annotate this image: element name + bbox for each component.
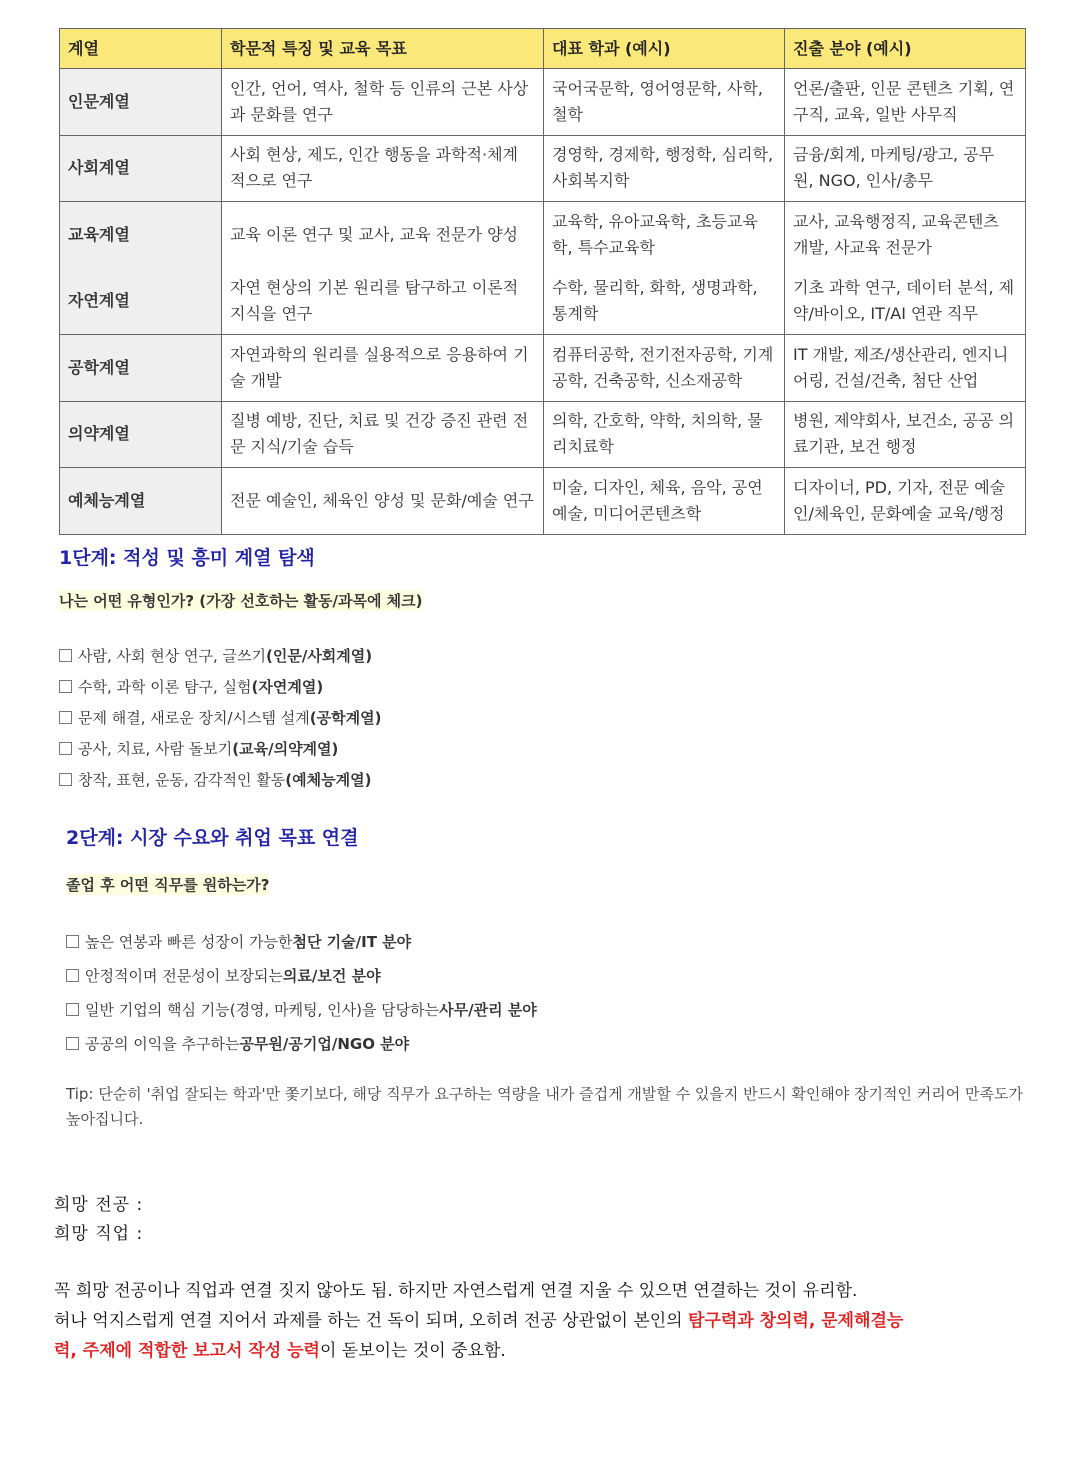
highlight-text: 탐구력과 창의력, 문제해결능: [688, 1311, 904, 1331]
department-cell: 의학, 간호학, 약학, 치의학, 물 리치료학: [544, 401, 785, 468]
tip-text: Tip: 단순히 '취업 잘되는 학과'만 쫓기보다, 해당 직무가 요구하는 역량을 내가 즐겁게 개발할 수 있을지 반드시 확인해야 장기적인 커리어 만족도가 높아집니다.: [66, 1085, 1023, 1128]
list-item: 안정적이며 전문성이 보장되는 의료/보건 분야: [66, 958, 537, 992]
header-feature: 학문적 특징 및 교육 목표: [222, 29, 544, 69]
career-cell: 병원, 제약회사, 보건소, 공공 의 료기관, 보건 행정: [785, 401, 1026, 468]
category-cell: 교육계열: [60, 202, 222, 269]
header-category: 계열: [60, 29, 222, 69]
checkbox[interactable]: [66, 1037, 79, 1050]
note-line: 꼭 희망 전공이나 직업과 연결 짓지 않아도 됨. 하지만 자연스럽게 연결 지울 수 있으면 연결하는 것이 유리함.: [54, 1281, 858, 1301]
checkbox[interactable]: [59, 649, 72, 662]
feature-cell: 교육 이론 연구 및 교사, 교육 전문가 양성: [222, 202, 544, 269]
category-cell: 공학계열: [60, 335, 222, 402]
step2-subtitle: 졸업 후 어떤 직무를 원하는가?: [66, 876, 270, 894]
header-career: 진출 분야 (예시): [785, 29, 1026, 69]
career-cell: 금융/회계, 마케팅/광고, 공무 원, NGO, 인사/총무: [785, 135, 1026, 202]
table-row: [60, 335, 1026, 402]
checkbox[interactable]: [66, 935, 79, 948]
wish-job-label: 희망 직업 :: [54, 1224, 144, 1244]
department-cell: 미술, 디자인, 체육, 음악, 공연 예술, 미디어콘텐츠학: [544, 468, 785, 535]
list-item: 문제 해결, 새로운 장치/시스템 설계 (공학계열): [59, 702, 381, 733]
step1-title: 1단계: 적성 및 흥미 계열 탐색: [59, 547, 315, 569]
feature-cell: 질병 예방, 진단, 치료 및 건강 증진 관련 전 문 지식/기술 습득: [222, 401, 544, 468]
department-cell: 수학, 물리학, 화학, 생명과학, 통계학: [544, 268, 785, 335]
feature-cell: 사회 현상, 제도, 인간 행동을 과학적·체계 적으로 연구: [222, 135, 544, 202]
checkbox[interactable]: [59, 742, 72, 755]
table-row: [60, 468, 1026, 535]
table-row: [60, 268, 1026, 335]
category-cell: 의약계열: [60, 401, 222, 468]
career-cell: 교사, 교육행정직, 교육콘텐츠 개발, 사교육 전문가: [785, 202, 1026, 269]
note-line: 허나 억지스럽게 연결 지어서 과제를 하는 건 독이 되며, 오히려 전공 상관없이 본인의 탐구력과 창의력, 문제해결능: [54, 1311, 904, 1331]
category-cell: 사회계열: [60, 135, 222, 202]
step1-subtitle: 나는 어떤 유형인가? (가장 선호하는 활동/과목에 체크): [59, 592, 423, 610]
department-cell: 교육학, 유아교육학, 초등교육 학, 특수교육학: [544, 202, 785, 269]
list-item: 공공의 이익을 추구하는 공무원/공기업/NGO 분야: [66, 1026, 537, 1060]
feature-cell: 인간, 언어, 역사, 철학 등 인류의 근본 사상 과 문화를 연구: [222, 69, 544, 136]
step2-checklist: [66, 924, 537, 1060]
checkbox[interactable]: [59, 711, 72, 724]
table-row: [60, 135, 1026, 202]
note-line: 력, 주제에 적합한 보고서 작성 능력이 돋보이는 것이 중요함.: [54, 1341, 506, 1361]
list-item: 창작, 표현, 운동, 감각적인 활동 (예체능계열): [59, 764, 381, 795]
feature-cell: 자연과학의 원리를 실용적으로 응용하여 기 술 개발: [222, 335, 544, 402]
department-cell: 컴퓨터공학, 전기전자공학, 기계 공학, 건축공학, 신소재공학: [544, 335, 785, 402]
header-department: 대표 학과 (예시): [544, 29, 785, 69]
list-item: 수학, 과학 이론 탐구, 실험 (자연계열): [59, 671, 381, 702]
feature-cell: 자연 현상의 기본 원리를 탐구하고 이론적 지식을 연구: [222, 268, 544, 335]
feature-cell: 전문 예술인, 체육인 양성 및 문화/예술 연구: [222, 468, 544, 535]
checkbox[interactable]: [66, 1003, 79, 1016]
step1-checklist: [59, 640, 381, 795]
career-cell: IT 개발, 제조/생산관리, 엔지니 어링, 건설/건축, 첨단 산업: [785, 335, 1026, 402]
list-item: 일반 기업의 핵심 기능(경영, 마케팅, 인사)을 담당하는 사무/관리 분야: [66, 992, 537, 1026]
career-cell: 디자이너, PD, 기자, 전문 예술 인/체육인, 문화예술 교육/행정: [785, 468, 1026, 535]
table-row: [60, 202, 1026, 269]
list-item: 공사, 치료, 사람 돌보기 (교육/의약계열): [59, 733, 381, 764]
category-cell: 자연계열: [60, 268, 222, 335]
department-cell: 경영학, 경제학, 행정학, 심리학, 사회복지학: [544, 135, 785, 202]
step2-title: 2단계: 시장 수요와 취업 목표 연결: [66, 827, 359, 849]
career-cell: 기초 과학 연구, 데이터 분석, 제 약/바이오, IT/AI 연관 직무: [785, 268, 1026, 335]
list-item: 사람, 사회 현상 연구, 글쓰기 (인문/사회계열): [59, 640, 381, 671]
major-category-table: [59, 28, 1026, 535]
wish-major-label: 희망 전공 :: [54, 1195, 144, 1215]
checkbox[interactable]: [59, 680, 72, 693]
table-header-row: [60, 29, 1026, 69]
department-cell: 국어국문학, 영어영문학, 사학, 철학: [544, 69, 785, 136]
note-paragraph: [54, 1276, 1039, 1366]
category-cell: 인문계열: [60, 69, 222, 136]
table-row: [60, 69, 1026, 136]
highlight-text: 력, 주제에 적합한 보고서 작성 능력: [54, 1341, 320, 1361]
career-cell: 언론/출판, 인문 콘텐츠 기획, 연 구직, 교육, 일반 사무직: [785, 69, 1026, 136]
checkbox[interactable]: [59, 773, 72, 786]
table-row: [60, 401, 1026, 468]
list-item: 높은 연봉과 빠른 성장이 가능한 첨단 기술/IT 분야: [66, 924, 537, 958]
category-cell: 예체능계열: [60, 468, 222, 535]
checkbox[interactable]: [66, 969, 79, 982]
